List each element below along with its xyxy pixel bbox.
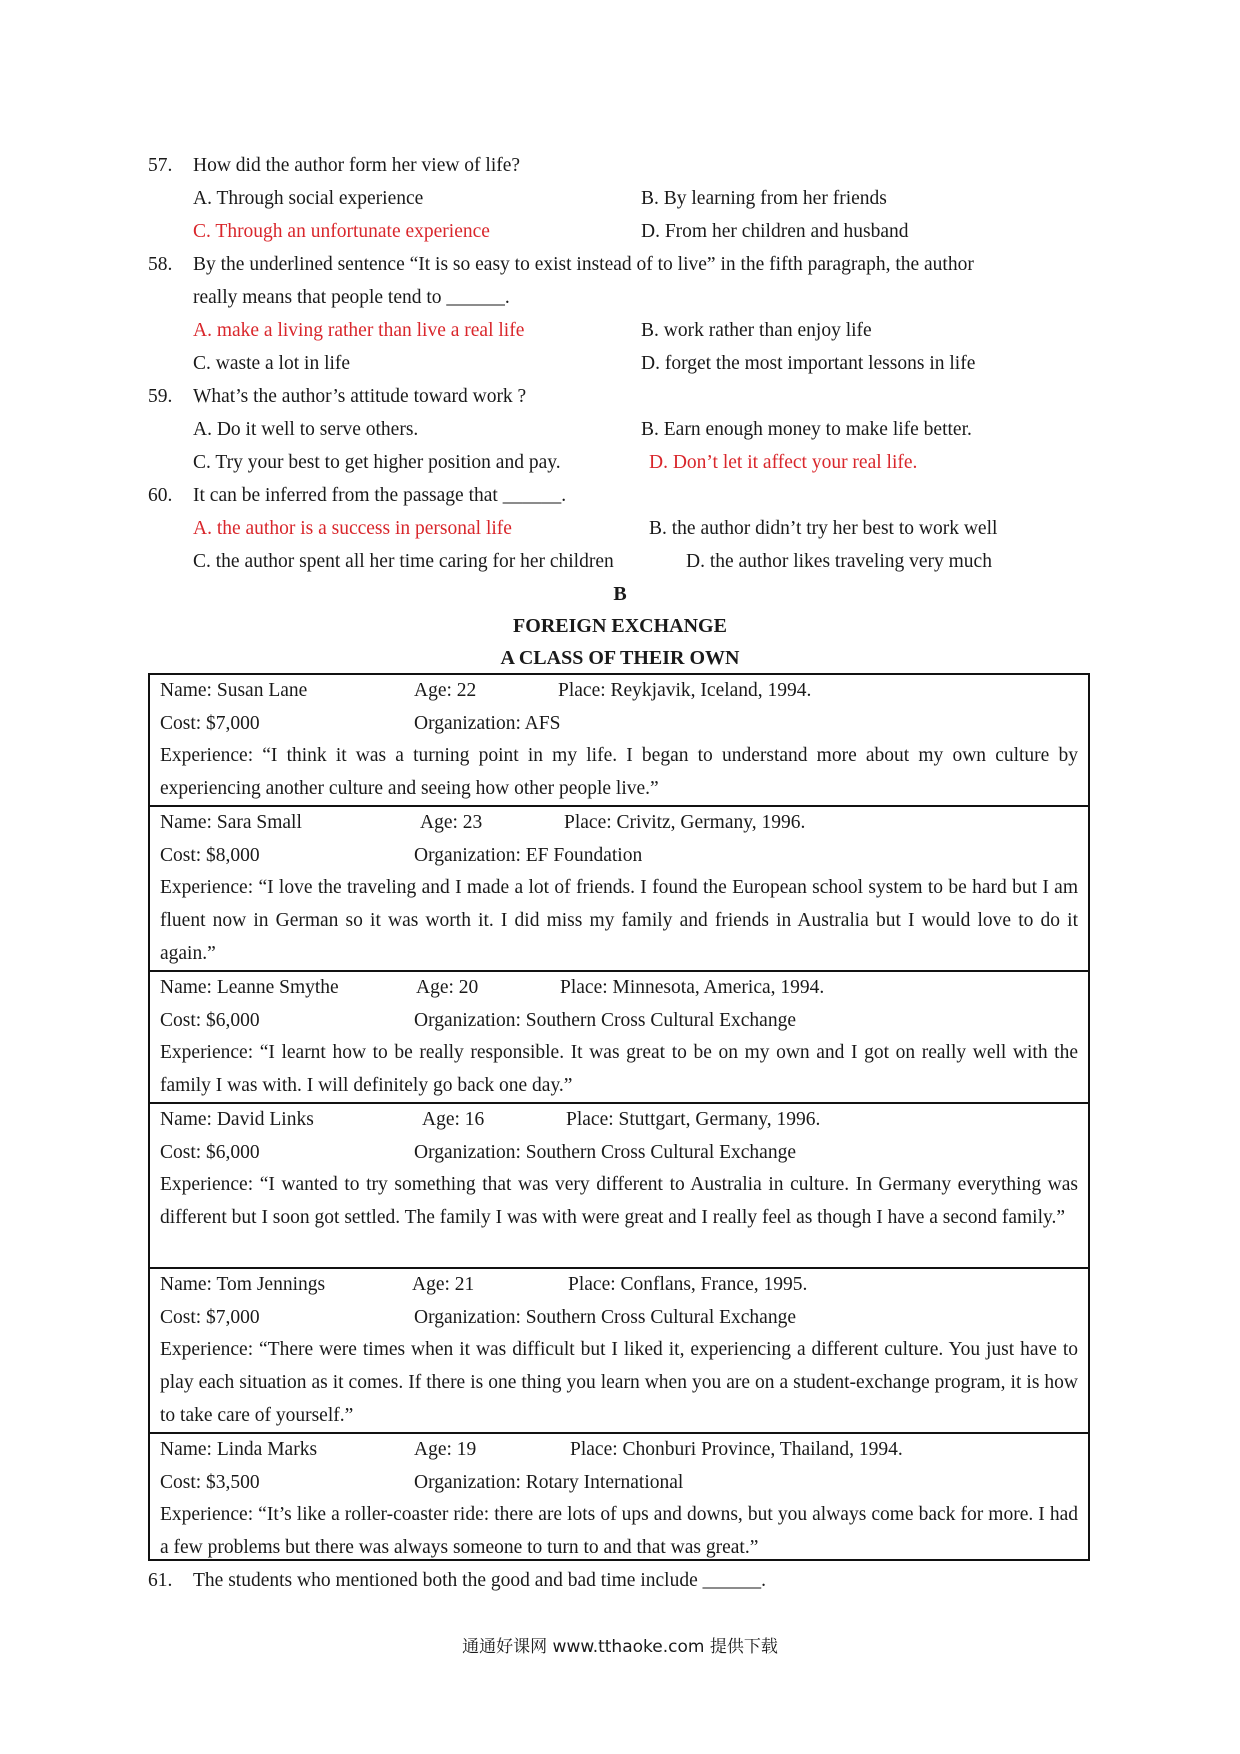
option-a-answer: A. the author is a success in personal life [193,518,512,539]
option-d: D. forget the most important lessons in life [641,353,976,374]
student-experience: Experience: “I think it was a turning point in my life. I began to understand more about my own culture by experiencing another culture and seeing how other people live.” [160,745,1078,799]
student-name: Name: Linda Marks [160,1439,318,1460]
exchange-students-table [148,673,1090,1561]
student-name: Name: David Links [160,1109,314,1130]
question-stem-cont: really means that people tend to ______. [193,287,510,308]
question-stem: How did the author form her view of life? [193,155,521,176]
question-number: 59. [148,386,173,407]
question-stem: By the underlined sentence “It is so easy to exist instead of to live” in the fifth paragraph, the author [193,254,974,275]
student-place: Place: Chonburi Province, Thailand, 1994. [570,1439,903,1460]
student-experience: Experience: “There were times when it was difficult but I liked it, experiencing a different culture. You just have to play each situation as it comes. If there is one thing you learn when you are on a student-exchange program, it is how to take care of yourself.” [160,1339,1078,1426]
option-a-answer: A. make a living rather than live a real life [193,320,525,341]
student-place: Place: Crivitz, Germany, 1996. [564,812,806,833]
student-age: Age: 19 [414,1439,477,1460]
option-a: A. Do it well to serve others. [193,419,419,440]
student-organization: Organization: Southern Cross Cultural Exchange [414,1307,796,1328]
student-record [150,1104,1088,1269]
student-record [150,807,1088,972]
option-b: B. Earn enough money to make life better. [641,419,972,440]
student-cost: Cost: $7,000 [160,713,260,734]
student-name: Name: Leanne Smythe [160,977,339,998]
student-age: Age: 22 [414,680,477,701]
option-d: D. the author likes traveling very much [686,551,992,572]
student-place: Place: Reykjavik, Iceland, 1994. [558,680,812,701]
student-experience: Experience: “It’s like a roller-coaster ride: there are lots of ups and downs, but you always come back for more. I had a few problems but there was always someone to turn to and that was great.” [160,1504,1078,1558]
student-organization: Organization: EF Foundation [414,845,643,866]
student-record [150,972,1088,1104]
student-experience: Experience: “I learnt how to be really responsible. It was great to be on my own and I got on really well with the family I was with. I will definitely go back one day.” [160,1042,1078,1096]
option-b: B. the author didn’t try her best to work well [649,518,998,539]
student-age: Age: 23 [420,812,483,833]
option-b: B. By learning from her friends [641,188,887,209]
option-a: A. Through social experience [193,188,424,209]
question-number: 60. [148,485,173,506]
question-stem: What’s the author’s attitude toward work ? [193,386,527,407]
student-place: Place: Minnesota, America, 1994. [560,977,825,998]
section-letter: B [613,583,627,605]
option-d-answer: D. Don’t let it affect your real life. [649,452,918,473]
student-organization: Organization: Rotary International [414,1472,684,1493]
student-age: Age: 20 [416,977,479,998]
student-cost: Cost: $8,000 [160,845,260,866]
student-record [150,675,1088,807]
student-age: Age: 16 [422,1109,485,1130]
student-experience: Experience: “I love the traveling and I made a lot of friends. I found the European school system to be hard but I am fluent now in German so it was worth it. I did miss my family and friends in Australia but I would love to do it again.” [160,877,1078,964]
question-number: 58. [148,254,173,275]
student-record [150,1434,1088,1559]
student-organization: Organization: Southern Cross Cultural Exchange [414,1010,796,1031]
student-place: Place: Conflans, France, 1995. [568,1274,808,1295]
student-record [150,1269,1088,1434]
student-organization: Organization: AFS [414,713,561,734]
student-cost: Cost: $6,000 [160,1142,260,1163]
question-number: 57. [148,155,173,176]
student-age: Age: 21 [412,1274,475,1295]
student-experience: Experience: “I wanted to try something that was very different to Australia in culture. In Germany everything was different but I soon got settled. The family I was with were great and I really feel as though I have a second family.” [160,1174,1078,1228]
option-c-answer: C. Through an unfortunate experience [193,221,490,242]
section-subtitle: A CLASS OF THEIR OWN [500,647,740,669]
student-cost: Cost: $7,000 [160,1307,260,1328]
student-organization: Organization: Southern Cross Cultural Exchange [414,1142,796,1163]
option-c: C. Try your best to get higher position and pay. [193,452,561,473]
option-d: D. From her children and husband [641,221,909,242]
student-name: Name: Susan Lane [160,680,308,701]
question-number: 61. [148,1570,173,1591]
student-name: Name: Sara Small [160,812,302,833]
page-footer: 通通好课网 www.tthaoke.com 提供下载 [462,1637,778,1657]
student-cost: Cost: $3,500 [160,1472,260,1493]
student-place: Place: Stuttgart, Germany, 1996. [566,1109,821,1130]
option-c: C. waste a lot in life [193,353,351,374]
option-b: B. work rather than enjoy life [641,320,872,341]
student-name: Name: Tom Jennings [160,1274,326,1295]
section-title: FOREIGN EXCHANGE [513,615,727,637]
student-cost: Cost: $6,000 [160,1010,260,1031]
option-c: C. the author spent all her time caring for her children [193,551,614,572]
question-stem: It can be inferred from the passage that ______. [193,485,567,506]
question-stem: The students who mentioned both the good and bad time include ______. [193,1570,766,1591]
